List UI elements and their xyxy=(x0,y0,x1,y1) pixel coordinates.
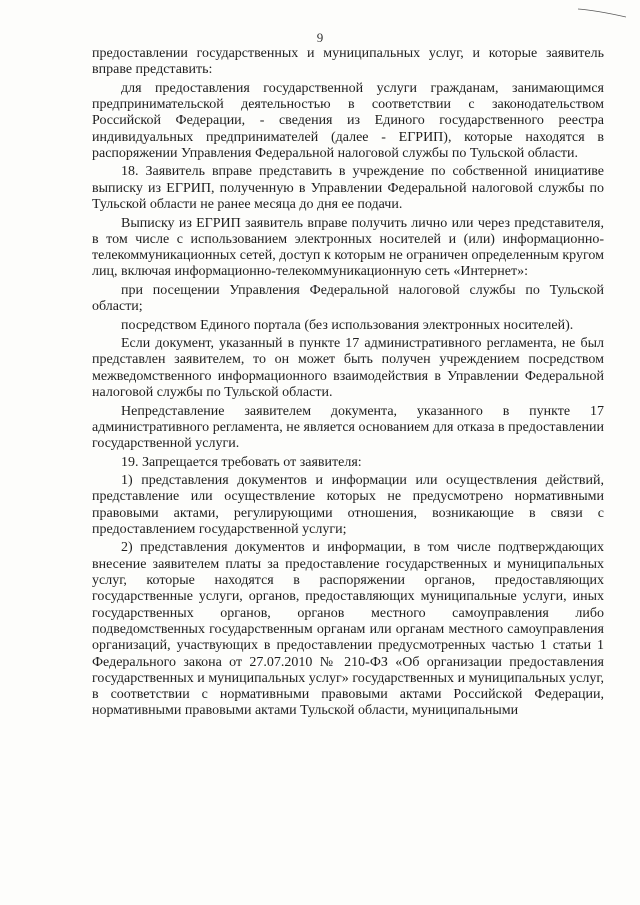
paragraph: для предоставления государственной услуги гражданам, занимающимся предпринимательской деятельностью в соответствии с законодательством Российской Федерации, - сведения из Единого государственного реестра индивидуальных предпринимателей (далее - ЕГРИП), которые находятся в распоряжении Управления Федеральной налоговой службы по Тульской области. xyxy=(92,80,604,161)
document-body xyxy=(92,46,604,722)
paragraph: Непредставление заявителем документа, указанного в пункте 17 административного регламента, не является основанием для отказа в предоставлении государственной услуги. xyxy=(92,403,604,452)
scan-corner-mark xyxy=(578,8,626,18)
paragraph: посредством Единого портала (без использования электронных носителей). xyxy=(121,317,574,333)
paragraph: 19. Запрещается требовать от заявителя: xyxy=(121,454,362,470)
paragraph: предоставлении государственных и муниципальных услуг, и которые заявитель вправе представить: xyxy=(92,46,604,78)
paragraph: 1) представления документов и информации или осуществления действий, представление или осуществление которых не предусмотрено нормативными правовыми актами, регулирующими отношения, возникающие в связи с предоставлением государственной услуги; xyxy=(92,473,604,537)
paragraph: Если документ, указанный в пункте 17 административного регламента, не был представлен заявителем, то он может быть получен учреждением посредством межведомственного информационного взаимодействия в Управлении Федеральной налоговой службы по Тульской области. xyxy=(92,336,604,401)
page-number: 9 xyxy=(316,30,324,45)
paragraph: Выписку из ЕГРИП заявитель вправе получить лично или через представителя, в том числе с использованием электронных носителей и (или) информационно-телекоммуникационных сетей, доступ к которым не ограничен определенным кругом лиц, включая информационно-телекоммуникационную сеть «Интернет»: xyxy=(92,215,604,280)
paragraph: при посещении Управления Федеральной налоговой службы по Тульской области; xyxy=(92,282,604,315)
paragraph: 2) представления документов и информации, в том числе подтверждающих внесение заявителем платы за предоставление государственных и муниципальных услуг, которые находятся в распоряжении органов, предоставляющих государственные услуги, органов, предоставляющих муниципальные услуги, иных государственных органов, органов местного самоуправления либо подведомственных государственным органам или органам местного самоуправления организаций, участвующих в предоставлении предусмотренных частью 1 статьи 1 Федерального закона от 27.07.2010 № 210-ФЗ «Об организации предоставления государственных и муниципальных услуг» государственных и муниципальных услуг, в соответствии с нормативными правовыми актами Российской Федерации, нормативными правовыми актами Тульской области, муниципальными xyxy=(92,540,604,719)
paragraph: 18. Заявитель вправе представить в учреждение по собственной инициативе выписку из ЕГРИП, полученную в Управлении Федеральной налоговой службы по Тульской области не ранее месяца до дня ее подачи. xyxy=(92,164,604,213)
